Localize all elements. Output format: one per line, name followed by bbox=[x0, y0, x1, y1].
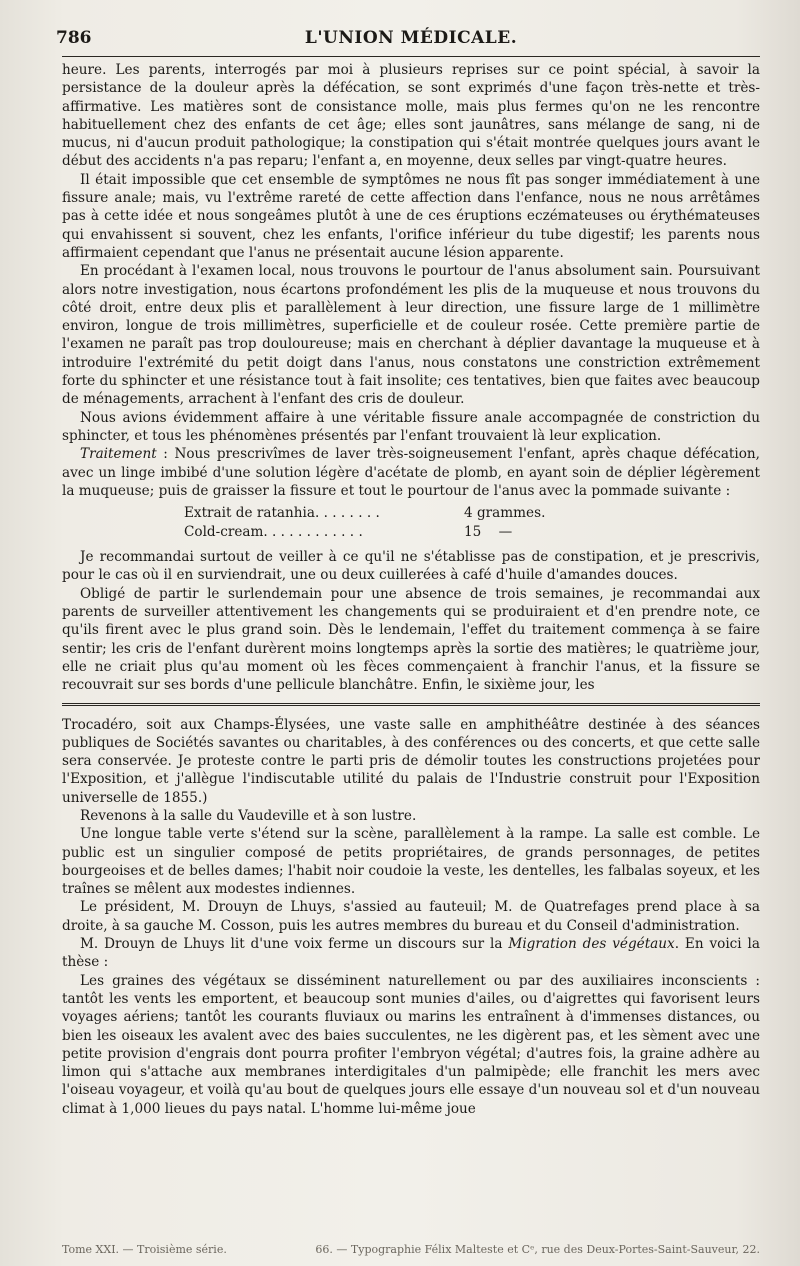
header-rule bbox=[62, 56, 760, 57]
thesis-paragraph: Les graines des végétaux se disséminent naturellement ou par des auxiliaires inconscients : tantôt les vents les emportent, et beaucoup sont munies d'ailes, ou d'aigrettes qui favorisent leurs voyages aériens; tantôt les courants fluviaux ou marins les entraînent à d'immenses distances, ou bien les oiseaux les avalent avec des baies succulentes, ne les digèrent pas, et les sèment avec une petite provision d'engrais dont pourra profiter l'embryon végétal; d'autres fois, la graine adhère au limon qui s'attache aux membranes interdigitales d'un palmipède; elle franchit les mers avec l'oiseau voyageur, et voilà qu'au bout de quelques jours elle essaye d'un nouveau sol et d'un nouveau climat à 1,000 lieues du pays natal. L'homme lui-même joue bbox=[62, 972, 760, 1117]
page-footer bbox=[62, 1243, 760, 1256]
feuilleton-body bbox=[62, 716, 760, 1119]
formula-row bbox=[62, 523, 760, 542]
speech-paragraph bbox=[62, 935, 760, 972]
speech-title: Migration des végétaux bbox=[508, 936, 675, 953]
feuilleton-paragraph: Le président, M. Drouyn de Lhuys, s'assied au fauteuil; M. de Quatrefages prend place à sa droite, à sa gauche M. Cosson, puis les autres membres du bureau et du Conseil d'administration. bbox=[62, 899, 760, 934]
feuilleton-divider bbox=[62, 703, 760, 706]
ingredient-quantity: 4 grammes. bbox=[464, 505, 546, 522]
article-body bbox=[62, 61, 760, 695]
article-paragraph: Je recommandai surtout de veiller à ce qu'il ne s'établisse pas de constipation, et je prescrivis, pour le cas où il en surviendrait, une ou deux cuillerées à café d'huile d'amandes douces. bbox=[62, 549, 760, 584]
feuilleton-paragraph: Une longue table verte s'étend sur la scène, parallèlement à la rampe. La salle est comble. Le public est un singulier composé de petits propriétaires, de grands personnages, de petites bourgeoises et de belles dames; l'habit noir coudoie la veste, les dentelles, les falbalas soyeux, et les traînes se mêlent aux modestes indiennes. bbox=[62, 826, 760, 898]
ingredient-name: Cold-cream. . . . . . . . . . . . bbox=[184, 524, 363, 541]
ingredient-quantity: 15 — bbox=[464, 524, 513, 541]
journal-title: L'UNION MÉDICALE. bbox=[304, 28, 518, 48]
article-paragraph: heure. Les parents, interrogés par moi à plusieurs reprises sur ce point spécial, à savoir la persistance de la douleur après la défécation, se sont exprimés d'une façon très-nette et très-affirmative. Les matières sont de consistance molle, mais plus fermes qu'on ne les rencontre habituellement chez des enfants de cet âge; elles sont jaunâtres, sans mélange de sang, ni de mucus, ni d'aucun produit pathologique; la constipation qui s'était montrée quelques jours avant le début des accidents n'a pas reparu; l'enfant a, en moyenne, deux selles par vingt-quatre heures. bbox=[62, 62, 760, 170]
article-paragraph: Obligé de partir le surlendemain pour une absence de trois semaines, je recommandai aux parents de surveiller attentivement les changements qui se produiraient et d'en prendre note, ce qu'ils firent avec le plus grand soin. Dès le lendemain, l'effet du traitement commença à se faire sentir; les cris de l'enfant durèrent moins longtemps après la sortie des matières; le quatrième jour, elle ne criait plus qu'au moment où les fèces commençaient à franchir l'anus, et la fissure se recouvrait sur ses bords d'une pellicule blanchâtre. Enfin, le sixième jour, les bbox=[62, 585, 760, 694]
running-header bbox=[56, 28, 760, 56]
treatment-text: : Nous prescrivîmes de laver très-soigneusement l'enfant, après chaque défécation, avec un linge imbibé d'une solution légère d'acétate de plomb, en ayant soin de déplier légèrement la muqueuse; puis de graisser la fissure et tout le pourtour de l'anus avec la pommade suivante : bbox=[62, 446, 760, 499]
footer-left: Tome XXI. — Troisième série. bbox=[62, 1243, 227, 1256]
feuilleton-paragraph: Revenons à la salle du Vaudeville et à son lustre. bbox=[80, 807, 417, 824]
ingredient-name: Extrait de ratanhia. . . . . . . . bbox=[184, 505, 380, 522]
speech-intro: M. Drouyn de Lhuys lit d'une voix ferme un discours sur la bbox=[80, 936, 509, 953]
article-paragraph: En procédant à l'examen local, nous trouvons le pourtour de l'anus absolument sain. Poursuivant alors notre investigation, nous écartons profondément les plis de la muqueuse et nous trouvons du côté droit, entre deux plis et parallèlement à leur direction, une fissure large de 1 millimètre environ, longue de trois millimètres, superficielle et de couleur rosée. Cette première partie de l'examen ne paraît pas trop douloureuse; mais en cherchant à déplier davantage la muqueuse et à introduire l'extrémité du petit doigt dans l'anus, nous constatons une constriction extrêmement forte du sphincter et une résistance tout à fait insolite; ces tentatives, bien que faites avec beaucoup de ménagements, arrachent à l'enfant des cris de douleur. bbox=[62, 263, 760, 408]
article-paragraph: Il était impossible que cet ensemble de symptômes ne nous fît pas songer immédiatement à une fissure anale; mais, vu l'extrême rareté de cette affection dans l'enfance, nous ne nous arrêtâmes pas à cette idée et nous songeâmes plutôt à une de ces éruptions eczémateuses ou érythémateuses qui envahissent si souvent, chez les enfants, l'orifice inférieur du tube digestif; les parents nous affirmaient cependant que l'anus ne présentait aucune lésion apparente. bbox=[62, 171, 760, 261]
footer-right: 66. — Typographie Félix Malteste et Cᵉ, rue des Deux-Portes-Saint-Sauveur, 22. bbox=[315, 1243, 760, 1256]
page-number: 786 bbox=[56, 28, 92, 48]
treatment-paragraph bbox=[62, 445, 760, 500]
prescription-formula bbox=[62, 504, 760, 542]
feuilleton-paragraph: Trocadéro, soit aux Champs-Élysées, une vaste salle en amphithéâtre destinée à des séances publiques de Sociétés savantes ou charitables, à des conférences ou des concerts, et que cette salle sera conservée. Je proteste contre le parti pris de démolir toutes les constructions projetées pour l'Exposition, et j'allègue l'indiscutable utilité du palais de l'Industrie construit pour l'Exposition universelle de 1855.) bbox=[62, 716, 760, 806]
formula-row bbox=[62, 504, 760, 523]
article-paragraph: Nous avions évidemment affaire à une véritable fissure anale accompagnée de constriction du sphincter, et tous les phénomènes présentés par l'enfant trouvaient là leur explication. bbox=[62, 409, 760, 444]
treatment-label: Traitement bbox=[80, 446, 157, 463]
speech-tail: . En voici la thèse : bbox=[62, 936, 760, 971]
